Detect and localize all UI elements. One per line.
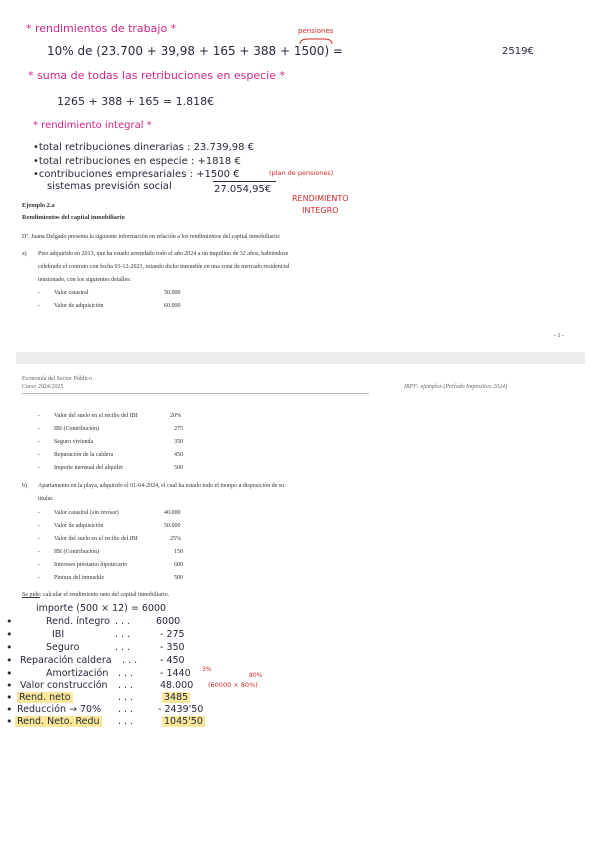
section-title: Rendimientos del capital inmobiliario [22,214,125,221]
hw-heading-rendimientos-trabajo: * rendimientos de trabajo * [26,22,177,35]
hw-equation-1 [47,44,343,58]
hw-note-calc: (60000 × 80%) [208,681,258,689]
hw-row-label: Rend. neto [19,692,71,703]
detail-label: Pintura del inmueble [54,575,104,581]
item-a-text-2: celebrado el contrato con fecha 01-12-2023, estando dicho inmueble en una zona de mercado residencial [38,264,290,270]
detail-label: Reparación de la caldera [54,452,114,458]
hw-row-label: Rend. Neto. Redu [17,716,100,727]
detail-row: - [38,290,40,296]
hw-row-dots: . . . [115,629,131,640]
hw-row-value: - 450 [160,655,185,666]
detail-value: 600 [174,562,183,568]
hw-row-value: 1045'50 [164,716,203,727]
hw-prevision-social: sistemas previsión social [47,181,172,192]
hw-contribuciones: •contribuciones empresariales : +1500 € [33,169,240,180]
detail-label: IBI (Contribución) [54,549,100,555]
hw-equation-1-result: 2519€ [502,46,534,57]
detail-value: 60.000 [164,303,181,309]
hw-sum-line [213,181,276,182]
detail-label: Valor de adquisición [54,303,104,309]
hw-row-dots: . . . [118,704,134,715]
hw-row-dots: . . . [115,642,131,653]
detail-label: Valor del suelo en el recibo del IBI [54,413,138,419]
hw-note-80pct: 80% [249,672,263,679]
hw-row-value: 6000 [156,616,181,627]
detail-value: 150 [174,549,183,555]
detail-value: 40.000 [164,510,181,516]
example-label: Ejemplo 2.a [22,202,55,209]
hw-plan-pensiones-note: (plan de pensiones) [269,169,334,177]
hw-equation-1-boxed: 1500 [293,44,325,58]
item-a-text-1: Piso adquirido en 2013, que ha estado arrendado todo el año 2024 a un inquilino de 32 años, habiéndose [38,251,289,257]
detail-value: 50.000 [164,290,181,296]
detail-value: 350 [174,439,183,445]
hw-rendimiento-integro-label: RENDIMIENTO INTEGRO [292,194,349,215]
item-a-marker: a) [22,251,27,257]
detail-value: 20% [170,413,181,419]
hw-row-dots: . . . [115,616,131,627]
hw-row-dots: . . . [118,716,134,727]
detail-value: 25% [170,536,181,542]
detail-value: 500 [174,575,183,581]
detail-label: Seguro vivienda [54,439,94,445]
hw-row-dots: . . . [118,680,134,691]
hw-row-dots: . . . [122,655,138,666]
se-pide-text: : calcular el rendimiento neto del capital inmobiliario. [39,592,170,598]
hw-row-label: Reducción → 70% [17,704,102,715]
header-course-name: Economía del Sector Público [22,376,92,382]
header-title: IRPF: ejemplos (Período Impositivo 2024) [404,384,507,390]
hw-row-label: Rend. íntegro [46,616,110,627]
detail-label: Importe mensual del alquiler [54,465,124,471]
hw-row-value: - 350 [160,642,185,653]
item-a-text-3: tensionado, con los siguientes detalles: [38,277,132,283]
detail-label: Intereses préstamo hipotecario [54,562,128,568]
hw-row-label: Amortización [46,668,109,679]
intro-text: Dª. Juana Delgado presenta la siguiente información en relación a los rendimientos del capital inmobiliario: [22,234,281,240]
detail-value: 50.000 [164,523,181,529]
detail-label: Valor del suelo en el recibo del IBI [54,536,138,542]
detail-value: 500 [174,465,183,471]
hw-row-value: - 275 [160,629,185,640]
hw-heading-rendimiento-integral: * rendimiento integral * [33,120,152,131]
hw-row-value: 3485 [164,692,189,703]
hw-total: 27.054,95€ [214,184,272,195]
header-course-year: Curso 2024/2025 [22,384,64,390]
header-rule [22,393,369,394]
hw-row-label: Valor construcción [20,680,108,691]
detail-label: Valor catastral [54,290,89,296]
hw-total-dinerarias: •total retribuciones dinerarias : 23.739,98 € [33,142,255,153]
hw-heading-retribuciones-especie: * suma de todas las retribuciones en especie * [28,69,285,82]
item-b-marker: b) [22,483,27,489]
detail-row: - [38,303,40,309]
se-pide [22,592,169,598]
page-number: - 1 - [554,333,564,339]
item-b-text-2: titular. [38,496,54,502]
detail-value: 450 [174,452,183,458]
hw-equation-1-right: ) = [324,44,343,58]
hw-row-label: Reparación caldera [20,655,112,666]
detail-label: IBI (Contribución) [54,426,100,432]
hw-row-dots: . . . [118,668,134,679]
se-pide-label: Se pide [22,592,40,598]
hw-row-value: 48.000 [160,680,194,691]
hw-row-value: - 2439'50 [158,704,204,715]
page-separator [16,352,585,364]
detail-value: 275 [174,426,183,432]
detail-label: Valor catastral (sin revisar) [54,510,119,516]
hw-row-label: IBI [52,629,65,640]
hw-row-value: - 1440 [160,668,191,679]
hw-row-label: Seguro [46,642,80,653]
hw-importe: importe (500 × 12) = 6000 [36,603,167,614]
hw-equation-2: 1265 + 388 + 165 = 1.818€ [57,95,215,108]
hw-annotation-pensiones: pensiones [298,27,334,35]
hw-equation-1-left: 10% de (23.700 + 39,98 + 165 + 388 + [47,44,291,58]
hw-row-dots: . . . [118,692,134,703]
hw-note-3pct: 3% [202,666,212,673]
item-b-text-1: Apartamento en la playa, adquirido el 01-04-2024, el cual ha estado todo el tiempo a disposición de su [38,483,285,489]
detail-label: Valor de adquisición [54,523,104,529]
hw-total-especie: •total retribuciones en especie : +1818 € [33,156,241,167]
